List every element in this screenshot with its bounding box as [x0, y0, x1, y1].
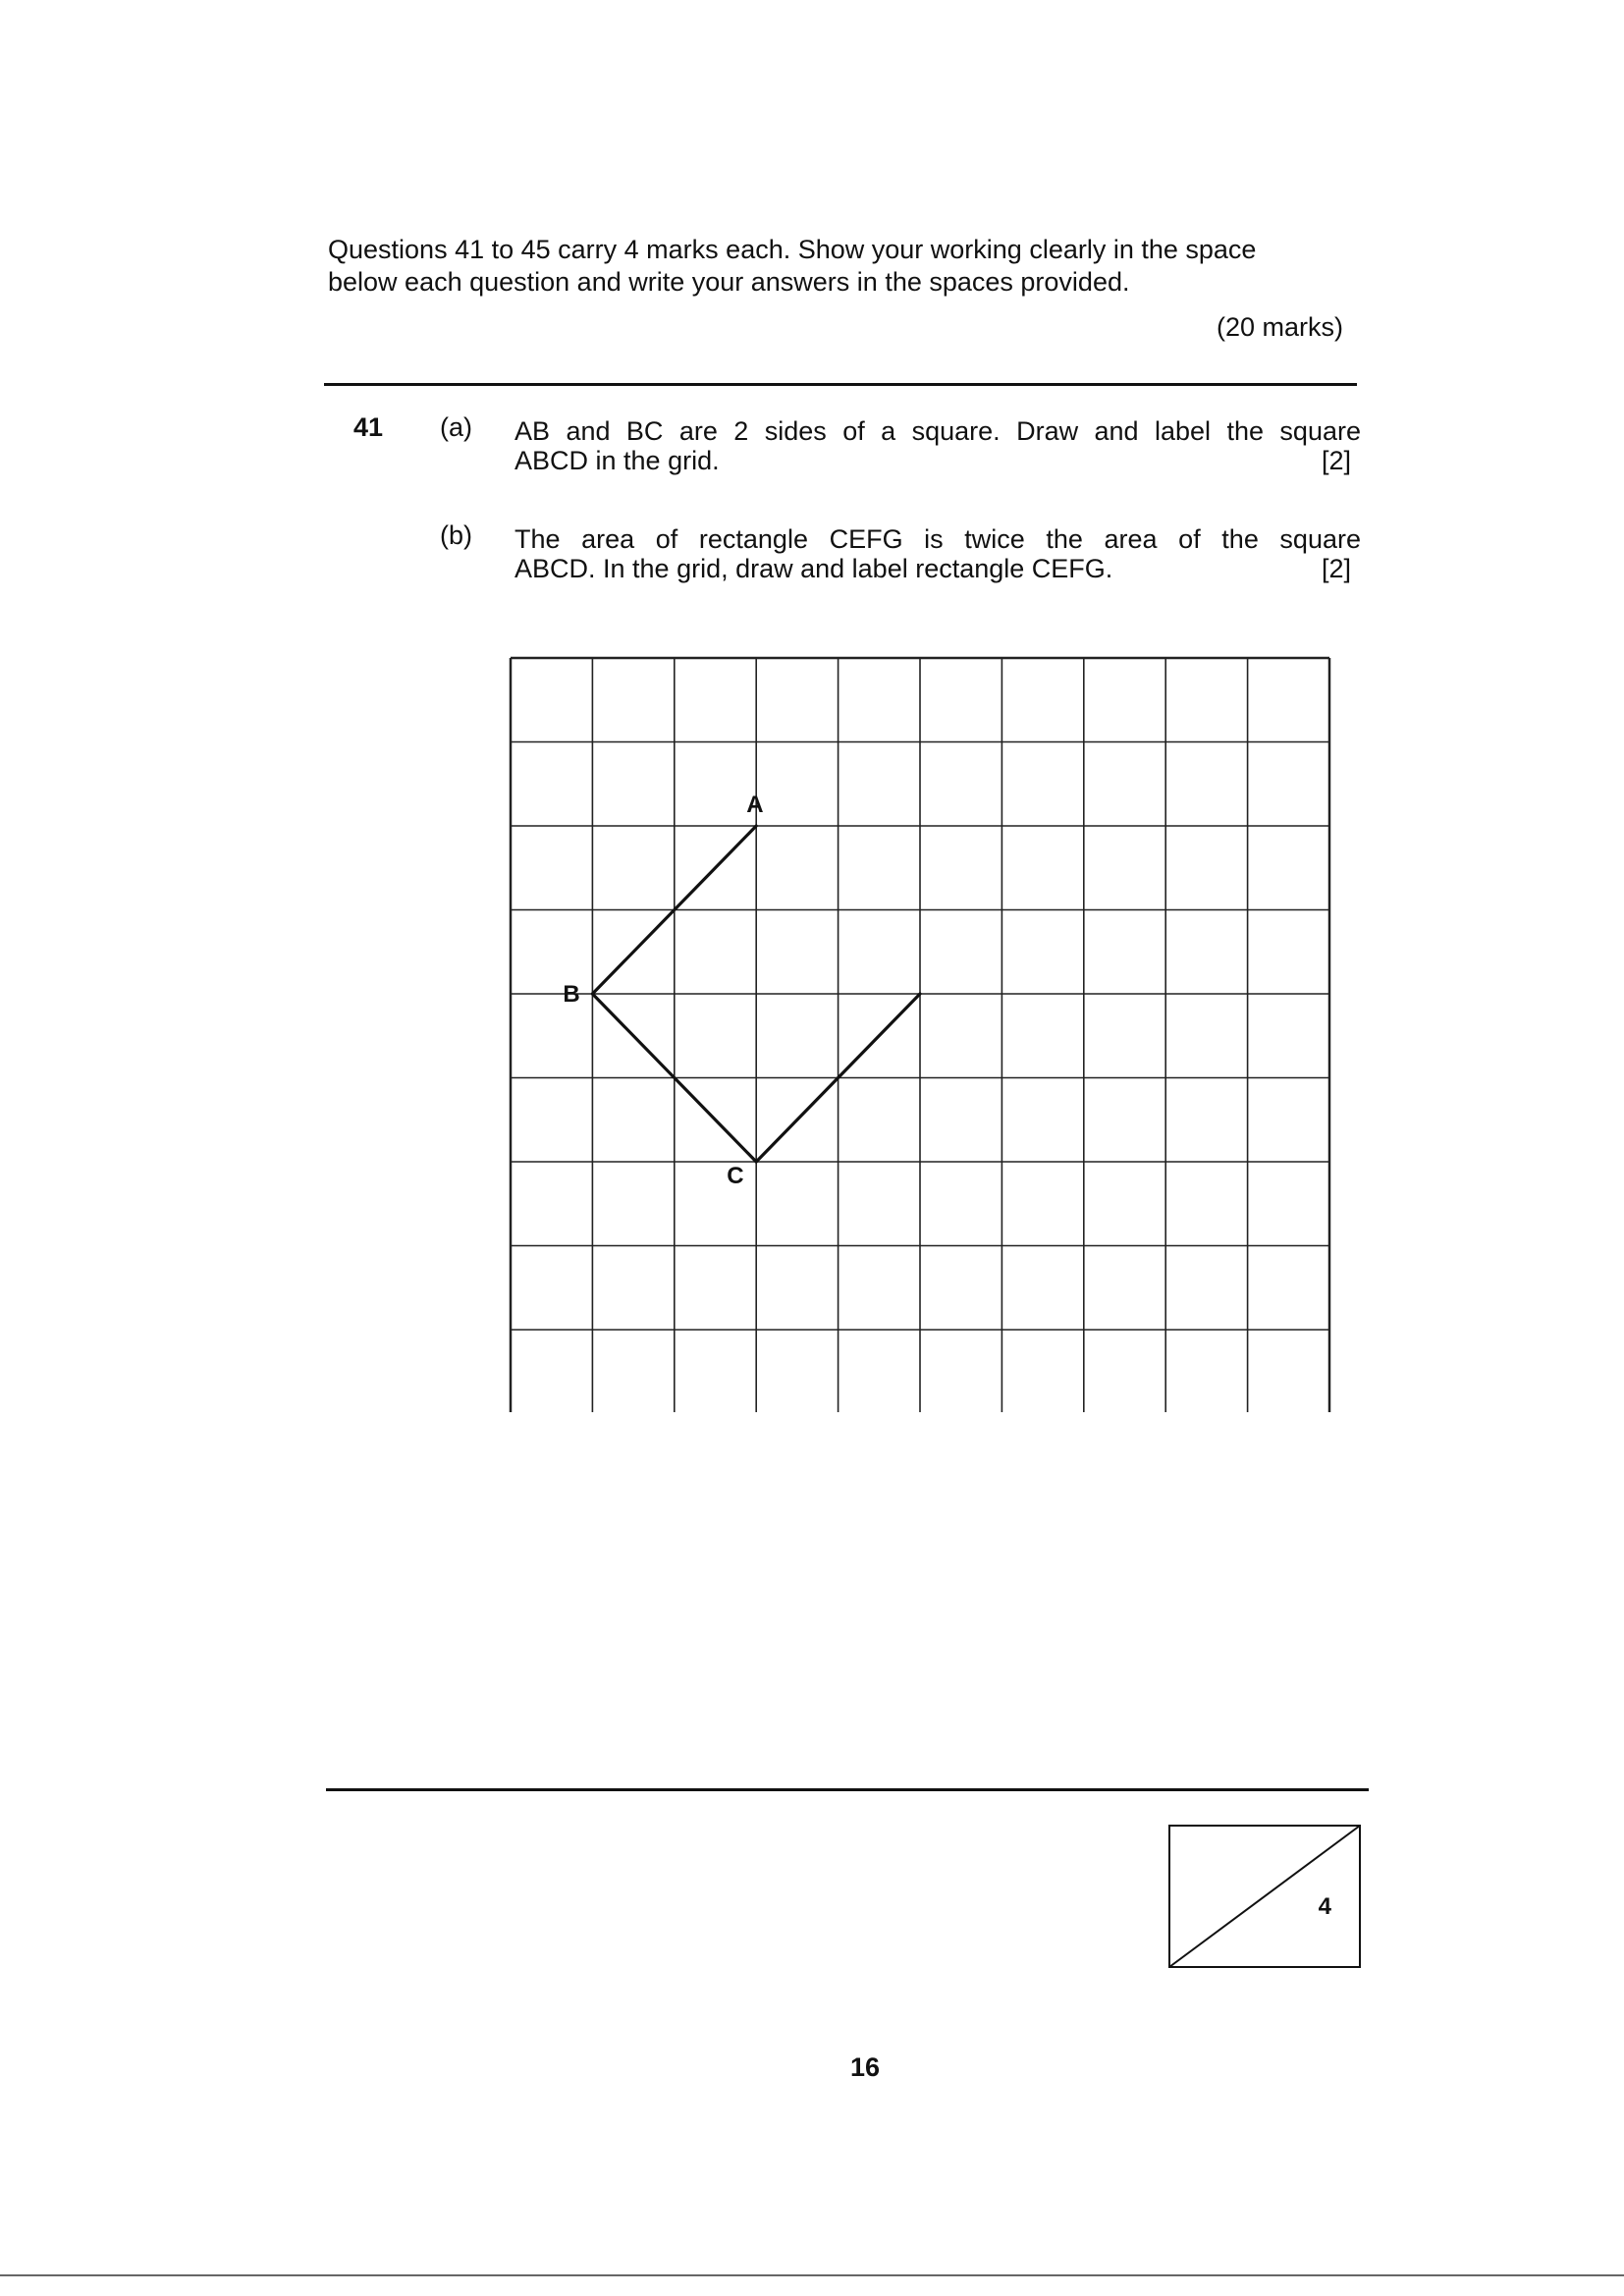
part-a-text	[514, 416, 1361, 475]
part-b-line-2: ABCD. In the grid, draw and label rectangle CEFG.	[514, 554, 1113, 583]
part-b-text	[514, 524, 1361, 583]
part-a-label: (a)	[440, 412, 472, 442]
scan-edge-line	[0, 2274, 1624, 2276]
bottom-divider	[326, 1788, 1369, 1791]
marks-box	[1168, 1825, 1361, 1968]
square-grid[interactable]	[509, 656, 1333, 1412]
top-divider	[324, 383, 1357, 386]
point-label-c: C	[727, 1163, 744, 1189]
instructions	[328, 234, 1359, 299]
part-b-line-2-wrap	[514, 554, 1361, 583]
instructions-line-1: Questions 41 to 45 carry 4 marks each. Show your working clearly in the space	[328, 235, 1257, 264]
point-label-b: B	[563, 981, 580, 1008]
section-total-marks: (20 marks)	[1216, 312, 1343, 342]
part-a-line-2-wrap	[514, 446, 1361, 475]
part-b-marks: [2]	[1321, 554, 1351, 583]
grid-drawing[interactable]	[509, 656, 1333, 1412]
instructions-line-2: below each question and write your answers in the spaces provided.	[328, 267, 1130, 297]
part-b-label: (b)	[440, 520, 472, 550]
part-a-marks: [2]	[1321, 446, 1351, 475]
part-b-line-1: The area of rectangle CEFG is twice the area of the square	[514, 524, 1361, 554]
marks-box-value: 4	[1318, 1893, 1331, 1920]
question-number: 41	[353, 412, 384, 442]
page-number: 16	[850, 2052, 881, 2082]
marks-box-frame	[1168, 1825, 1361, 1968]
point-label-a: A	[746, 792, 764, 818]
part-a-line-1: AB and BC are 2 sides of a square. Draw and label the square	[514, 416, 1361, 446]
part-a-line-2: ABCD in the grid.	[514, 446, 720, 475]
